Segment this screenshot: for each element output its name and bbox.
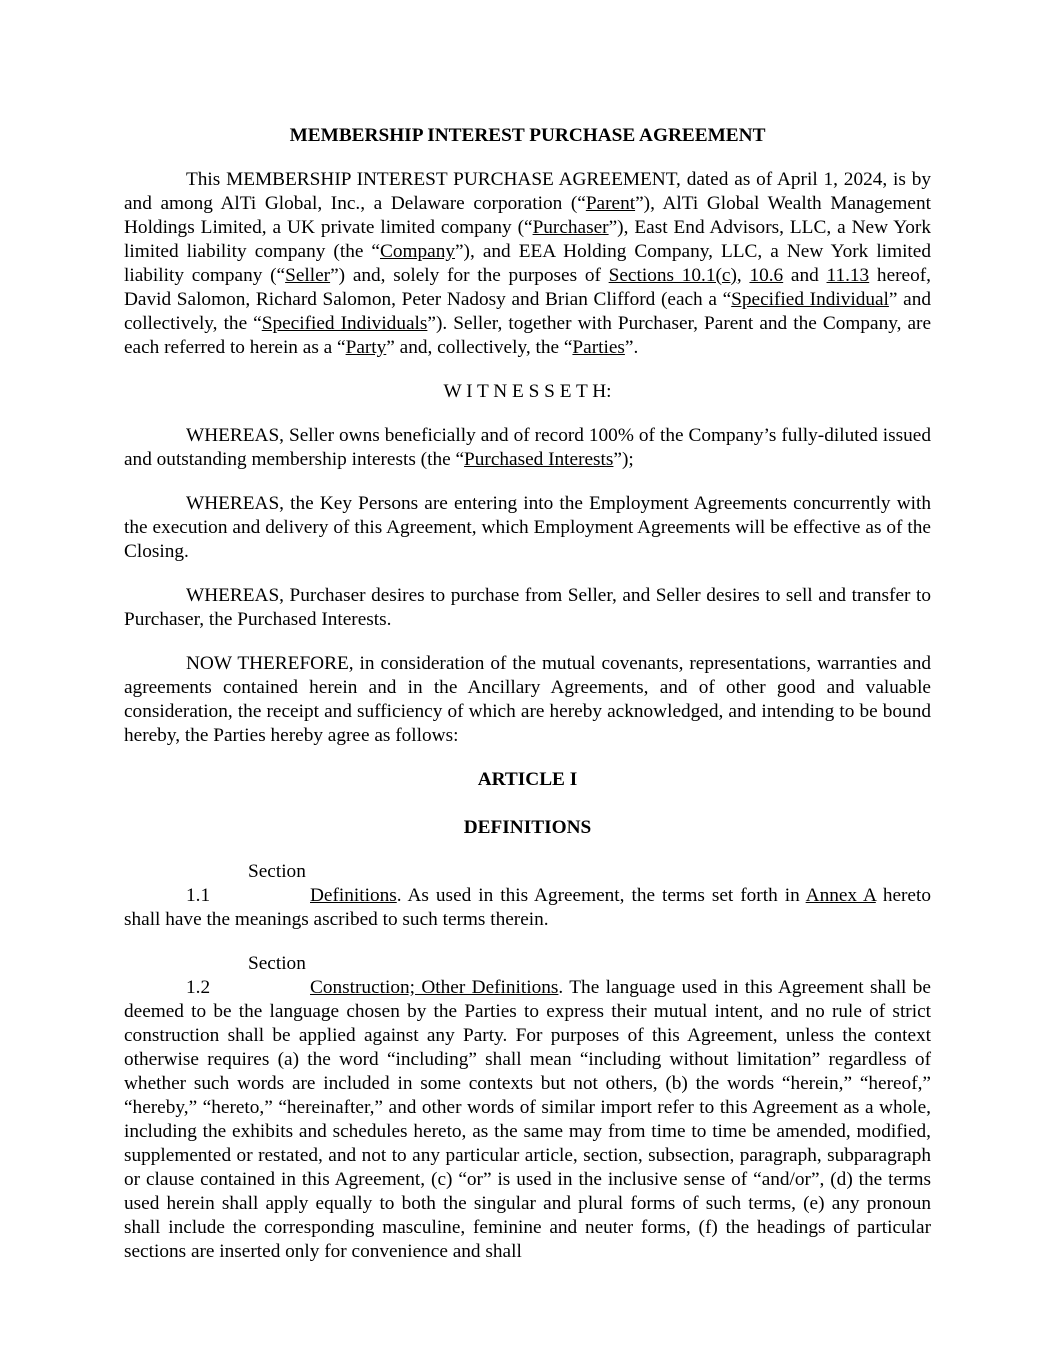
- section-text: . As used in this Agreement, the terms set forth in: [396, 885, 806, 906]
- document-title: MEMBERSHIP INTEREST PURCHASE AGREEMENT: [289, 125, 766, 146]
- now-therefore-paragraph: NOW THEREFORE, in consideration of the mutual covenants, representations, warranties and agreements contained herein and in the Ancillary Agreements, and of other good and valuable consideration, the receipt and sufficiency of which are hereby acknowledged, and intending to be bound hereby, the Parties hereby agree as follows:: [124, 653, 931, 746]
- whereas-text: ”);: [613, 449, 634, 470]
- article-heading: ARTICLE I: [477, 769, 578, 790]
- intro-text: This MEMBERSHIP INTEREST PURCHASE AGREEMENT, dated as of April 1, 2024, is by and among AlTi Global, Inc., a Delaware corporation (“: [124, 169, 931, 214]
- whereas-paragraph-1: [124, 424, 931, 472]
- intro-text: ”), AlTi Global Wealth Management Holdings Limited, a UK private limited company (“: [124, 193, 931, 238]
- defined-term-specified-individual: Specified Individual: [731, 289, 889, 310]
- intro-text: ”). Seller, together with Purchaser, Parent and the Company, are each referred to herein as a “: [124, 313, 932, 358]
- section-1-1: [124, 860, 931, 932]
- section-reference: 10.6: [749, 265, 784, 286]
- article-title: DEFINITIONS: [463, 817, 592, 838]
- section-number: Section 1.2: [186, 953, 306, 998]
- section-heading: Definitions: [310, 885, 397, 906]
- document-page: [124, 124, 931, 1264]
- defined-term-purchased-interests: Purchased Interests: [464, 449, 614, 470]
- section-text: . The language used in this Agreement shall be deemed to be the language chosen by the Parties to express their mutual intent, and no rule of strict construction shall be applied against any Party. For purposes of this Agreement, unless the context otherwise requires (a) the word “including” shall mean “including without limitation” regardless of whether such words are included in some contexts but not others, (b) the words “herein,” “hereof,” “hereby,” “hereto,” “hereinafter,” and other words of similar import refer to this Agreement as a whole, including the exhibits and schedules hereto, as the same may from time to time be amended, modified, supplemented or restated, and not to any particular article, section, subsection, paragraph, subparagraph or clause contained in this Agreement, (c) “or” is used in the inclusive sense of “and/or”, (d) the terms used herein shall apply equally to both the singular and plural forms of such terms, (e) any pronoun shall include the corresponding masculine, feminine and neuter forms, (f) the headings of particular sections are inserted only for convenience and shall: [124, 977, 931, 1262]
- whereas-text: WHEREAS, Seller owns beneficially and of record 100% of the Company’s fully-diluted issued and outstanding membership interests (the “: [124, 425, 931, 470]
- defined-term-parent: Parent: [585, 193, 636, 214]
- intro-text: ,: [736, 265, 750, 286]
- intro-text: and: [783, 265, 827, 286]
- intro-paragraph: [124, 168, 931, 360]
- section-heading: Construction; Other Definitions: [310, 977, 559, 998]
- section-text: hereto shall have the meanings ascribed to such terms therein.: [124, 885, 931, 930]
- whereas-paragraph-3: WHEREAS, Purchaser desires to purchase from Seller, and Seller desires to sell and transfer to Purchaser, the Purchased Interests.: [124, 585, 931, 630]
- defined-term-seller: Seller: [285, 265, 331, 286]
- intro-text: ” and collectively, the “: [124, 289, 931, 334]
- intro-text: ”), East End Advisors, LLC, a New York limited liability company (the “: [124, 217, 931, 262]
- whereas-paragraph-2: WHEREAS, the Key Persons are entering into the Employment Agreements concurrently with the execution and delivery of this Agreement, which Employment Agreements will be effective as of the Closing.: [124, 493, 931, 562]
- section-reference: Sections 10.1(c): [608, 265, 737, 286]
- section-reference: 11.13: [826, 265, 870, 286]
- defined-term-party: Party: [345, 337, 387, 358]
- defined-term-company: Company: [380, 241, 455, 262]
- annex-reference: Annex A: [805, 885, 876, 906]
- witnesseth-heading: W I T N E S S E T H:: [443, 381, 612, 402]
- section-1-2: [124, 952, 931, 1264]
- intro-text: hereof, David Salomon, Richard Salomon, Peter Nadosy and Brian Clifford (each a “: [124, 265, 931, 310]
- defined-term-specified-individuals: Specified Individuals: [261, 313, 428, 334]
- intro-text: ”), and EEA Holding Company, LLC, a New York limited liability company (“: [124, 241, 931, 286]
- intro-text: ”) and, solely for the purposes of: [330, 265, 609, 286]
- defined-term-parties: Parties: [572, 337, 625, 358]
- intro-text: ” and, collectively, the “: [386, 337, 573, 358]
- intro-text: ”.: [624, 337, 639, 358]
- defined-term-purchaser: Purchaser: [532, 217, 609, 238]
- section-number: Section 1.1: [186, 861, 306, 906]
